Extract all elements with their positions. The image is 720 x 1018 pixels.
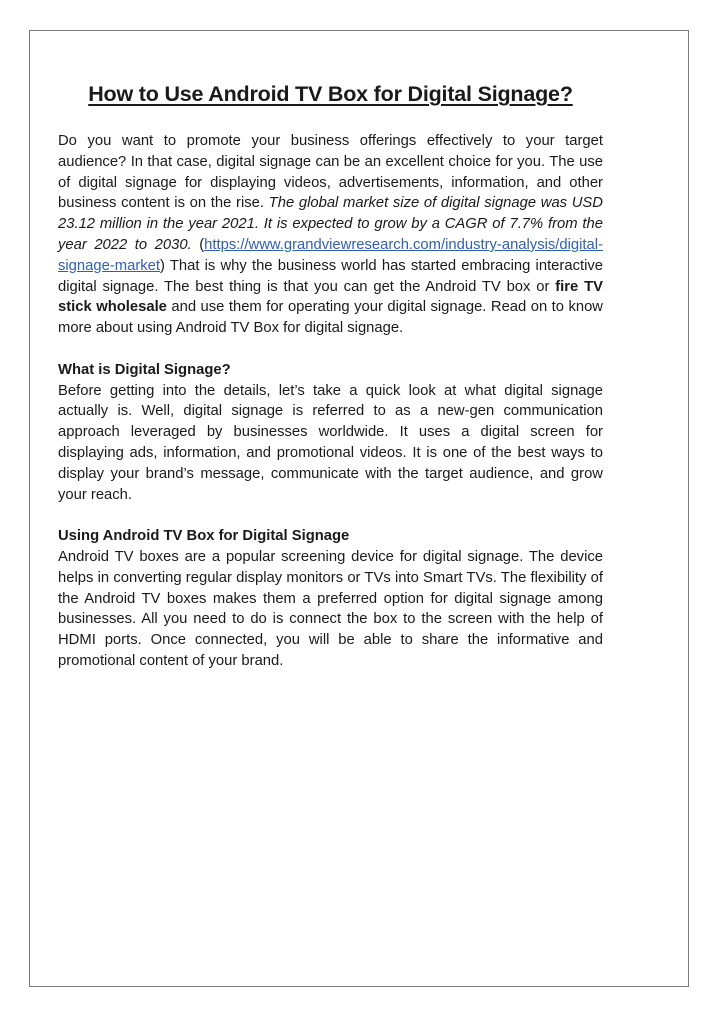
document-content: [58, 80, 603, 672]
section-body-what-is: Before getting into the details, let’s take a quick look at what digital signage actually is. Well, digital signage is referred to as a new-gen communication approach leveraged by businesses worldwide. It uses a digital screen for displaying ads, information, and promotional videos. It is one of the best ways to display your brand’s message, communicate with the target audience, and grow your reach.: [58, 382, 603, 503]
intro-text-2: ) That is why the business world has started embracing interactive digital signage. The best thing is that you can get the Android TV box or: [58, 257, 603, 295]
document-title: How to Use Android TV Box for Digital Signage?: [88, 82, 573, 106]
open-paren: (: [191, 236, 205, 253]
source-link[interactable]: https://www.grandviewresearch.com/industry-analysis/digital-signage-market: [58, 236, 603, 274]
intro-paragraph: [58, 131, 603, 339]
intro-text-1: Do you want to promote your business offerings effectively to your target audience? In that case, digital signage can be an excellent choice for you. The use of digital signage for displaying videos, advertisements, information, and other business content is on the rise.: [58, 133, 603, 212]
fire-tv-keyword: fire TV stick wholesale: [58, 278, 604, 316]
section-heading-what-is: What is Digital Signage?: [58, 361, 231, 378]
section-body-using-box: Android TV boxes are a popular screening device for digital signage. The device helps in converting regular display monitors or TVs into Smart TVs. The flexibility of the Android TV boxes makes them a preferred option for digital signage among businesses. All you need to do is connect the box to the screen with the help of HDMI ports. Once connected, you will be able to share the informative and promotional content of your brand.: [58, 548, 603, 669]
market-size-statement: The global market size of digital signage was USD 23.12 million in the year 2021. It is expected to grow by a CAGR of 7.7% from the year 2022 to 2030.: [58, 195, 603, 253]
intro-text-3: and use them for operating your digital signage. Read on to know more about using Android TV Box for digital signage.: [58, 299, 603, 337]
section-heading-using-box: Using Android TV Box for Digital Signage: [58, 528, 350, 545]
